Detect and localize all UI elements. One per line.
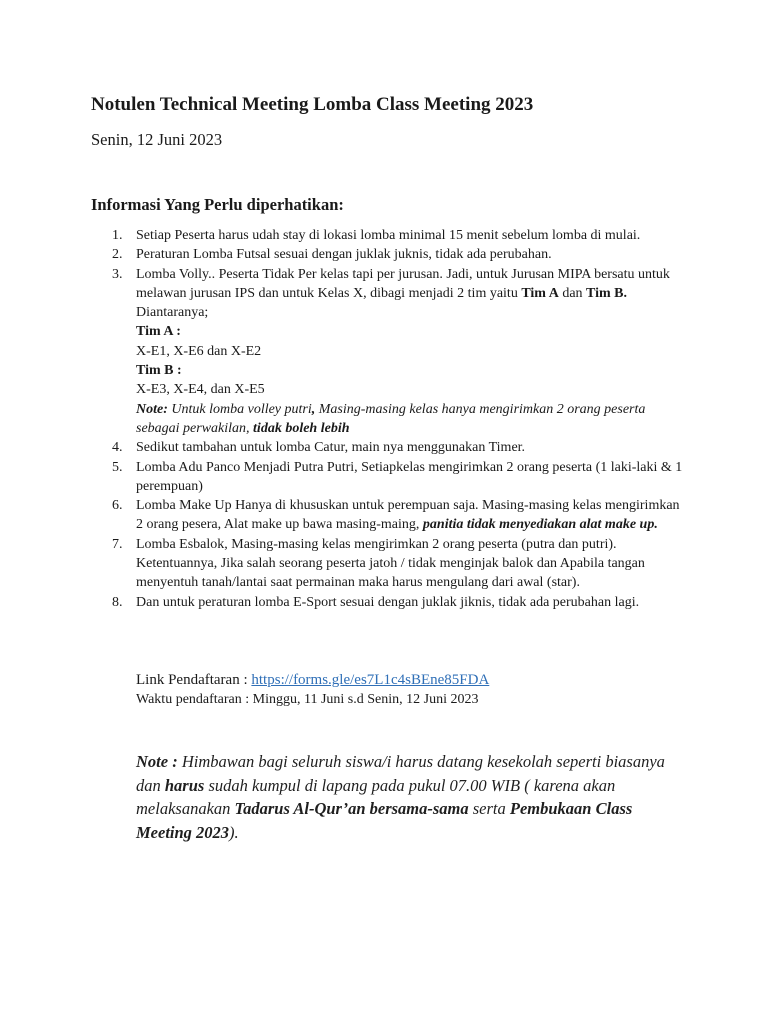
registration-link-row (136, 670, 489, 690)
registration-time: Waktu pendaftaran : Minggu, 11 Juni s.d Senin, 12 Juni 2023 (136, 692, 479, 707)
final-note-emphasis-tadarus: Tadarus Al-Qur’an bersama-sama (234, 799, 469, 818)
team-a-label: Tim A : (136, 324, 181, 340)
list-item (112, 226, 684, 245)
list-number: 1. (112, 228, 123, 243)
meeting-date: Senin, 12 Juni 2023 (91, 130, 223, 149)
final-note-emphasis-opening: Pembukaan Class Meeting 2023 (136, 799, 633, 842)
rule-emphasis: panitia tidak menyediakan alat make up. (422, 517, 658, 533)
note-comma: , (311, 401, 316, 417)
list-item (112, 265, 684, 439)
rule-text: Lomba Adu Panco Menjadi Putra Putri, Setiapkelas mengirimkan 2 orang peserta (1 laki-laki & 1 perempuan) (136, 459, 683, 494)
list-number: 5. (112, 459, 123, 475)
team-a-members: X-E1, X-E6 dan X-E2 (136, 343, 262, 359)
rule-text: Lomba Esbalok, Masing-masing kelas mengirimkan 2 orang peserta (putra dan putri). Ketentuannya, Jika salah seorang peserta jatoh / tidak menginjak balok dan Apabila tangan menyentuh tanah/lantai saat permainan maka harus mengulang dari awal (star). (136, 536, 645, 591)
section-heading: Informasi Yang Perlu diperhatikan: (91, 195, 344, 214)
rule-connector: dan (558, 285, 587, 301)
rule-text: Peraturan Lomba Futsal sesuai dengan juklak juknis, tidak ada perubahan. (136, 247, 552, 263)
final-note-label: Note : (136, 752, 178, 771)
list-item (112, 245, 684, 264)
list-number: 7. (112, 536, 123, 552)
rule-text: Dan untuk peraturan lomba E-Sport sesuai dengan juklak jiknis, tidak ada perubahan lagi. (136, 594, 640, 610)
note-label: Note: (136, 401, 168, 417)
rule-text-after: Diantaranya; (136, 305, 209, 321)
registration-link[interactable]: https://forms.gle/es7L1c4sBEne85FDA (251, 672, 490, 688)
list-item (112, 496, 684, 535)
note-text-2: Masing-masing kelas hanya mengirimkan 2 orang peserta sebagai perwakilan, (136, 401, 646, 436)
list-number: 8. (112, 594, 123, 610)
final-note-emphasis-harus: harus (164, 775, 205, 795)
final-note (136, 750, 676, 844)
list-number: 6. (112, 498, 123, 514)
list-number: 4. (112, 440, 123, 456)
team-b-label: Tim B : (136, 363, 182, 379)
final-note-text-4: ). (229, 822, 239, 842)
document-title: Notulen Technical Meeting Lomba Class Meeting 2023 (91, 94, 534, 115)
list-item (112, 593, 684, 612)
list-item (112, 438, 684, 457)
team-a-name: Tim A (521, 285, 559, 301)
final-note-text-2: sudah kumpul di lapang pada pukul 07.00 WIB ( karena akan melaksanakan (136, 775, 616, 818)
final-note-text: Himbawan bagi seluruh siswa/i harus datang kesekolah seperti biasanya dan (136, 752, 665, 795)
team-b-members: X-E3, X-E4, dan X-E5 (136, 382, 265, 398)
rule-text: Setiap Peserta harus udah stay di lokasi lomba minimal 15 menit sebelum lomba di mulai. (136, 228, 641, 243)
registration-info (136, 670, 489, 710)
list-item (112, 458, 684, 497)
final-note-text-3: serta (468, 799, 510, 818)
note-emphasis: tidak boleh lebih (253, 420, 350, 436)
rule-text: Lomba Make Up Hanya di khususkan untuk perempuan saja. Masing-masing kelas mengirimkan 2 orang pesera, Alat make up bawa masing-maing, (136, 498, 680, 533)
list-number: 2. (112, 247, 123, 263)
note-text: Untuk lomba volley putri (167, 401, 312, 417)
rule-text: Lomba Volly.. Peserta Tidak Per kelas tapi per jurusan. Jadi, untuk Jurusan MIPA bersatu untuk melawan jurusan IPS dan untuk Kelas X, dibagi menjadi 2 tim yaitu (136, 266, 670, 301)
list-item (112, 535, 684, 593)
rule-text: Sedikut tambahan untuk lomba Catur, main nya menggunakan Timer. (136, 440, 526, 456)
rules-list (112, 226, 684, 612)
registration-link-label: Link Pendaftaran : (136, 672, 252, 688)
team-b-name: Tim B. (586, 285, 628, 301)
volley-note (136, 400, 684, 439)
list-number: 3. (112, 266, 123, 282)
